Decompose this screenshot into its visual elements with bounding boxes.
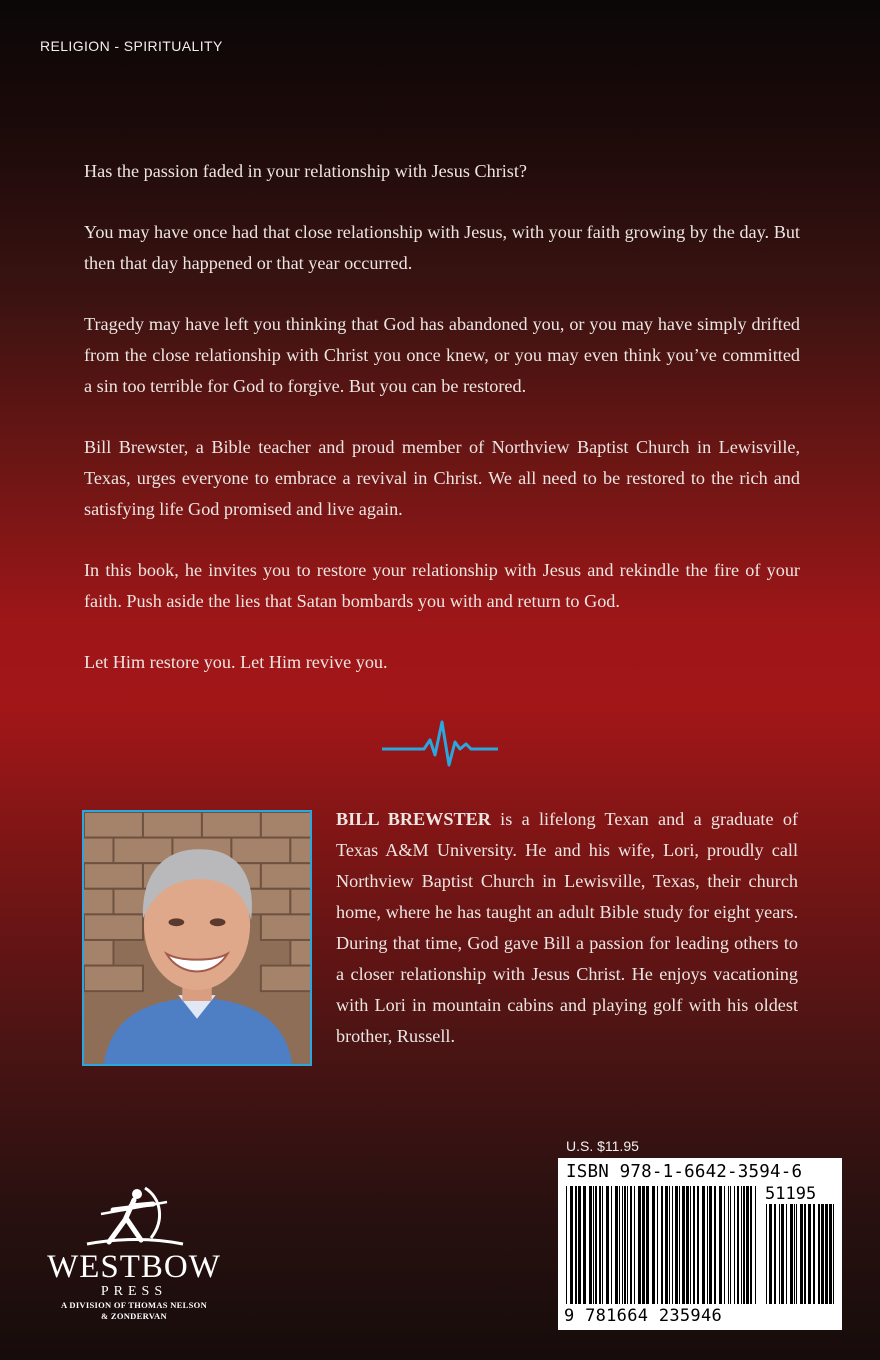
publisher-name: WESTBOW [47,1249,221,1285]
author-photo [82,810,312,1066]
isbn-text: ISBN 978-1-6642-3594-6 [566,1162,803,1182]
barcode-addon-number: 51195 [765,1184,817,1204]
blurb-paragraph: Let Him restore you. Let Him revive you. [84,652,388,672]
archer-icon [79,1180,189,1250]
publisher-division-2: & ZONDERVAN [101,1311,167,1321]
author-bio [336,804,798,1052]
category-label: RELIGION - SPIRITUALITY [40,38,223,54]
publisher-division: A DIVISION OF THOMAS NELSON [60,1300,208,1310]
barcode [558,1158,842,1330]
heartbeat-line-icon [382,718,498,770]
author-bio-text: is a lifelong Texan and a graduate of Texas A&M University. He and his wife, Lori, proudly call Northview Baptist Church in Lewisville, Texas, their church home, where he has taught an adult Bible study for eight years. During that time, God gave Bill a passion for leading others to a closer relationship with Jesus Christ. He enjoys vacationing with Lori in mountain cabins and playing golf with his oldest brother, Russell. [336,809,798,1046]
back-cover-blurb [84,156,800,708]
blurb-paragraph: Has the passion faded in your relationship with Jesus Christ? [84,161,528,181]
blurb-paragraph: You may have once had that close relationship with Jesus, with your faith growing by the day. But then that day happened or that year occurred. [84,222,800,273]
publisher-logo [34,1180,234,1340]
publisher-sub: PRESS [100,1284,168,1299]
blurb-paragraph: Tragedy may have left you thinking that God has abandoned you, or you may have simply drifted from the close relationship with Christ you once knew, or you may even think you’ve committed a sin too terrible for God to forgive. But you can be restored. [84,314,800,396]
price-label: U.S. $11.95 [566,1138,639,1154]
author-name: BILL BREWSTER [336,809,491,829]
blurb-paragraph: Bill Brewster, a Bible teacher and proud member of Northview Baptist Church in Lewisville, Texas, urges everyone to embrace a revival in Christ. We all need to be restored to the rich and satisfying life God promised and live again. [84,437,800,519]
barcode-ean-digits: 9 781664 235946 [564,1306,723,1326]
blurb-paragraph: In this book, he invites you to restore your relationship with Jesus and rekindle the fire of your faith. Push aside the lies that Satan bombards you with and return to God. [84,560,800,611]
